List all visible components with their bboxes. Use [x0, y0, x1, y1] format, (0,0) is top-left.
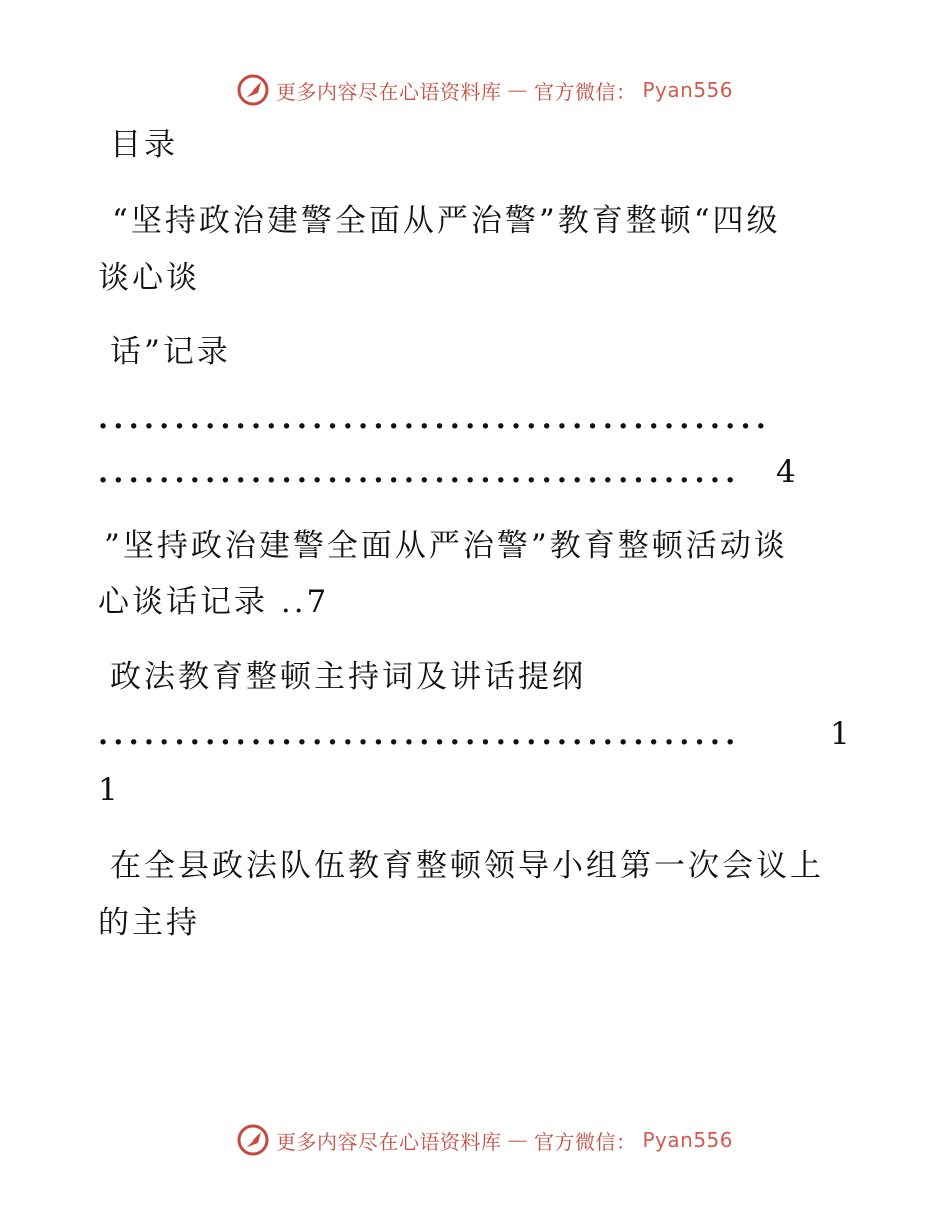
watermark-wechat-id: Pyan556 — [642, 78, 734, 102]
toc-page-number: 4 — [776, 454, 796, 490]
toc-page-number: 1 — [830, 716, 850, 752]
toc-leader-dots: .......................................... — [98, 717, 741, 751]
footer-watermark — [236, 1122, 733, 1158]
watermark-wechat-label: 官方微信： — [534, 79, 637, 104]
watermark-wechat-label: 官方微信： — [534, 1129, 637, 1154]
toc-entry-text: 的主持 — [98, 905, 200, 941]
watermark-text: 更多内容尽在心语资料库 — [276, 1129, 502, 1154]
toc-entry-text: 政法教育整顿主持词及讲话提纲 — [110, 659, 586, 695]
toc-title: 目录 — [110, 127, 178, 163]
header-watermark — [236, 72, 733, 108]
quill-logo-icon — [236, 1123, 270, 1157]
watermark-text: 更多内容尽在心语资料库 — [276, 79, 502, 104]
toc-leader-dots: .......................................... — [98, 455, 741, 489]
toc-page-number: 1 — [98, 772, 118, 808]
toc-entry-text: “坚持政治建警全面从严治警”教育整顿“四级 — [112, 203, 781, 239]
watermark-wechat-id: Pyan556 — [642, 1128, 734, 1152]
toc-entry-text: 谈心谈 — [98, 260, 200, 296]
toc-leader-dots: ............................................ — [98, 401, 772, 435]
quill-logo-icon — [236, 73, 270, 107]
toc-entry-text: ”坚持政治建警全面从严治警”教育整顿活动谈 — [104, 528, 788, 564]
watermark-separator: — — [507, 78, 528, 102]
toc-entry-text: 在全县政法队伍教育整顿领导小组第一次会议上 — [110, 848, 824, 884]
toc-entry-text: 话”记录 — [110, 334, 231, 370]
toc-entry-text: 心谈话记录 ..7 — [98, 584, 330, 620]
watermark-separator: — — [507, 1128, 528, 1152]
